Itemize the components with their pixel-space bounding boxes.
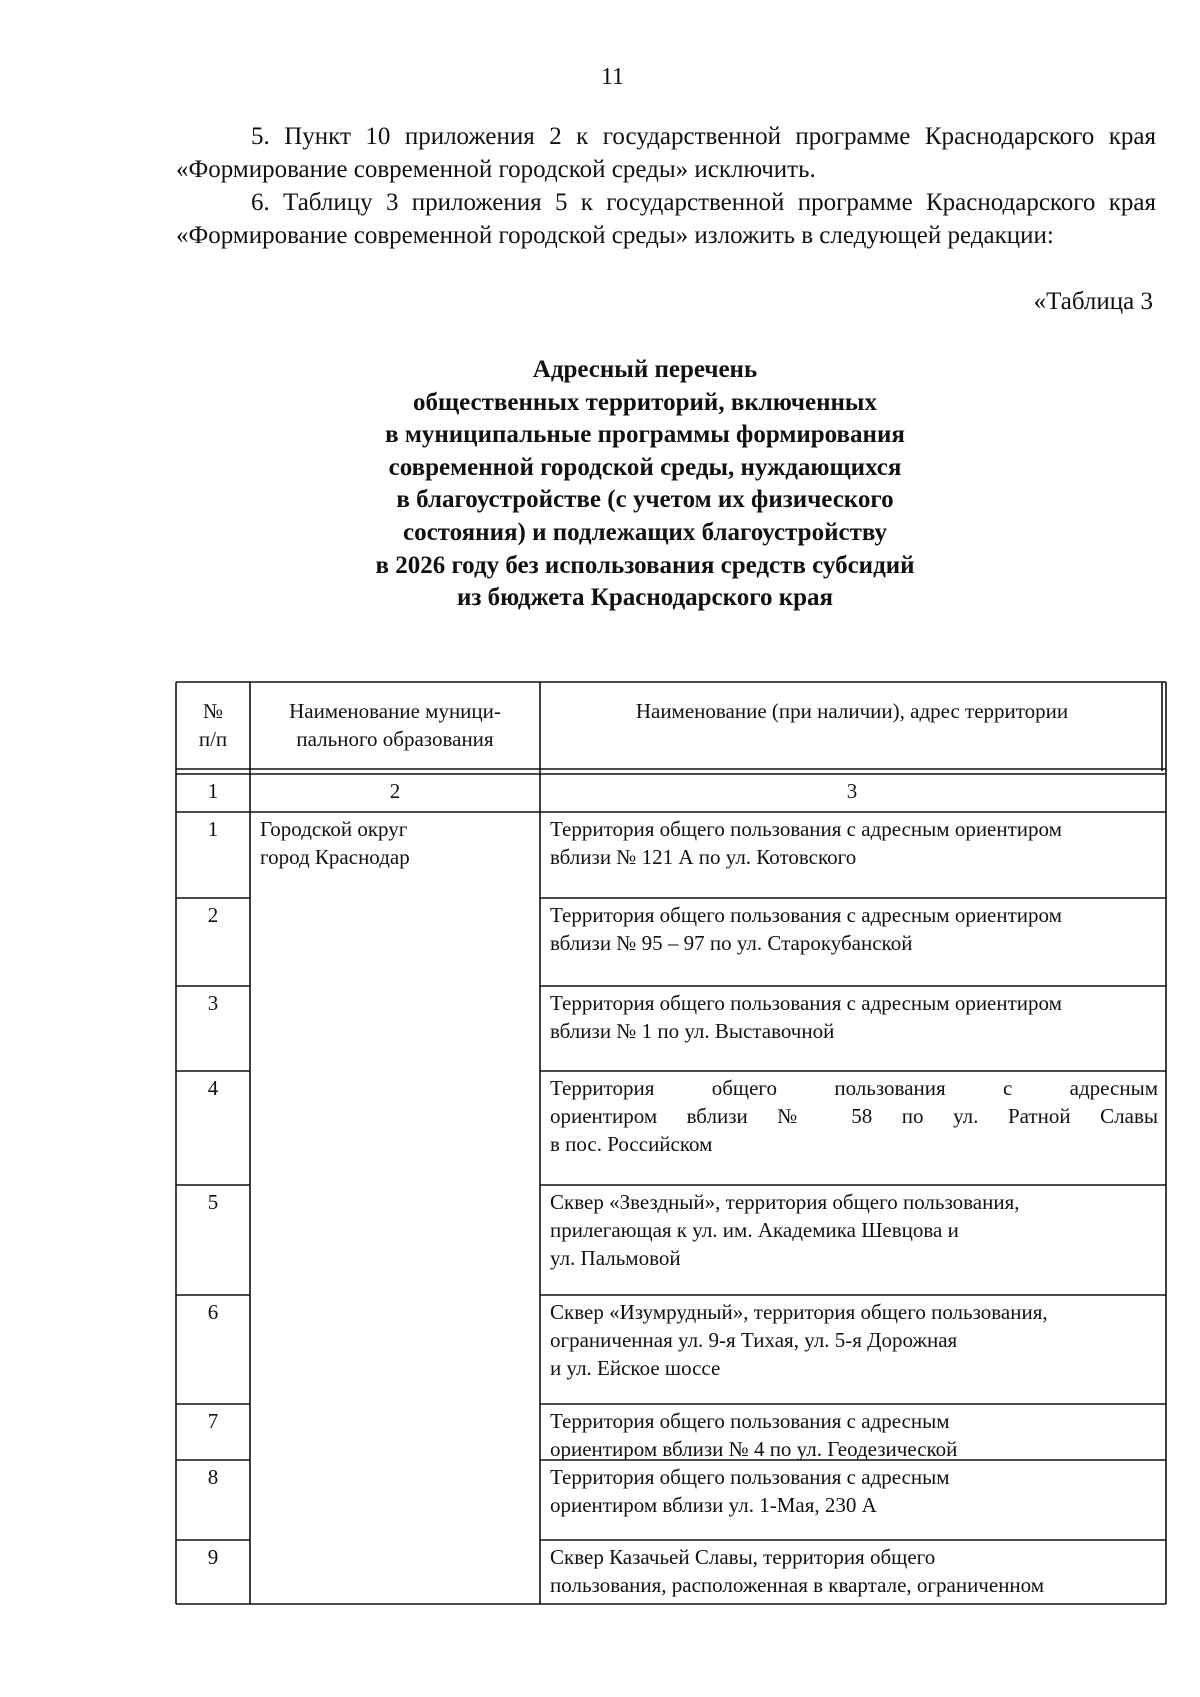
row-number: 5 [207, 1190, 219, 1214]
row-number: 9 [207, 1545, 219, 1569]
header-address: Наименование (при наличии), адрес территории [635, 699, 1069, 723]
address-cell: Сквер «Звездный», территория общего пользования, прилегающая к ул. им. Академика Шевцова и ул. Пальмовой [550, 1190, 1020, 1270]
row-number: 6 [207, 1300, 219, 1324]
heading-line: общественных территорий, включенных [413, 388, 877, 416]
heading-line: Адресный перечень [532, 356, 758, 383]
row-number: 4 [207, 1076, 219, 1100]
address-cell: Территория общего пользования с адресным ориентиром вблизи № 95 – 97 по ул. Старокубанской [550, 903, 1062, 955]
table-reference: «Таблица 3 [1033, 288, 1153, 315]
row-number: 7 [207, 1409, 219, 1433]
address-cell: Территория общего пользования с адресным ориентиром вблизи ул. 1-Мая, 230 А [550, 1465, 950, 1517]
heading-line: современной городской среды, нуждающихся [388, 453, 902, 481]
column-number: 1 [207, 779, 219, 803]
paragraph-5: 5. Пункт 10 приложения 2 к государственной программе Краснодарского края «Формирование современной городской среды» исключить. [176, 123, 1156, 183]
address-cell: Сквер Казачьей Славы, территория общего пользования, расположенная в квартале, ограниченном [550, 1545, 1045, 1597]
address-cell: Территория общего пользования с адресным ориентиром вблизи № 121 А по ул. Котовского [550, 817, 1062, 869]
heading-line: состояния) и подлежащих благоустройству [402, 518, 888, 546]
heading-line: из бюджета Краснодарского края [456, 584, 834, 612]
address-cell: Территория общего пользования с адресным ориентиром вблизи № 1 по ул. Выставочной [550, 991, 1062, 1043]
municipality-cell: Городской округ город Краснодар [260, 817, 410, 869]
address-cell: Территория общего пользования с адресным ориентиром вблизи № 4 по ул. Геодезической [550, 1409, 958, 1461]
address-cell: Сквер «Изумрудный», территория общего пользования, ограниченная ул. 9-я Тихая, ул. 5-я Дорожная и ул. Ейское шоссе [550, 1300, 1048, 1380]
row-number: 3 [207, 991, 219, 1015]
heading-line: в 2026 году без использования средств субсидий [375, 551, 915, 579]
header-municipality: Наименование муници- пального образования [289, 699, 501, 751]
page-number: 11 [600, 64, 625, 90]
heading-line: в муниципальные программы формирования [385, 421, 905, 449]
header-num: № п/п [198, 699, 228, 751]
address-cell: Территория общего пользования с адресным ориентиром вблизи № 58 по ул. Ратной Славы в пос. Российском [550, 1076, 1158, 1156]
column-number: 2 [389, 779, 401, 803]
heading-line: в благоустройстве (с учетом их физического [396, 486, 894, 514]
paragraph-6: 6. Таблицу 3 приложения 5 к государственной программе Краснодарского края «Формирование современной городской среды» изложить в следующей редакции: [176, 189, 1156, 249]
column-number: 3 [846, 779, 858, 803]
row-number: 8 [207, 1465, 219, 1489]
row-number: 2 [207, 903, 219, 927]
row-number: 1 [207, 817, 219, 841]
